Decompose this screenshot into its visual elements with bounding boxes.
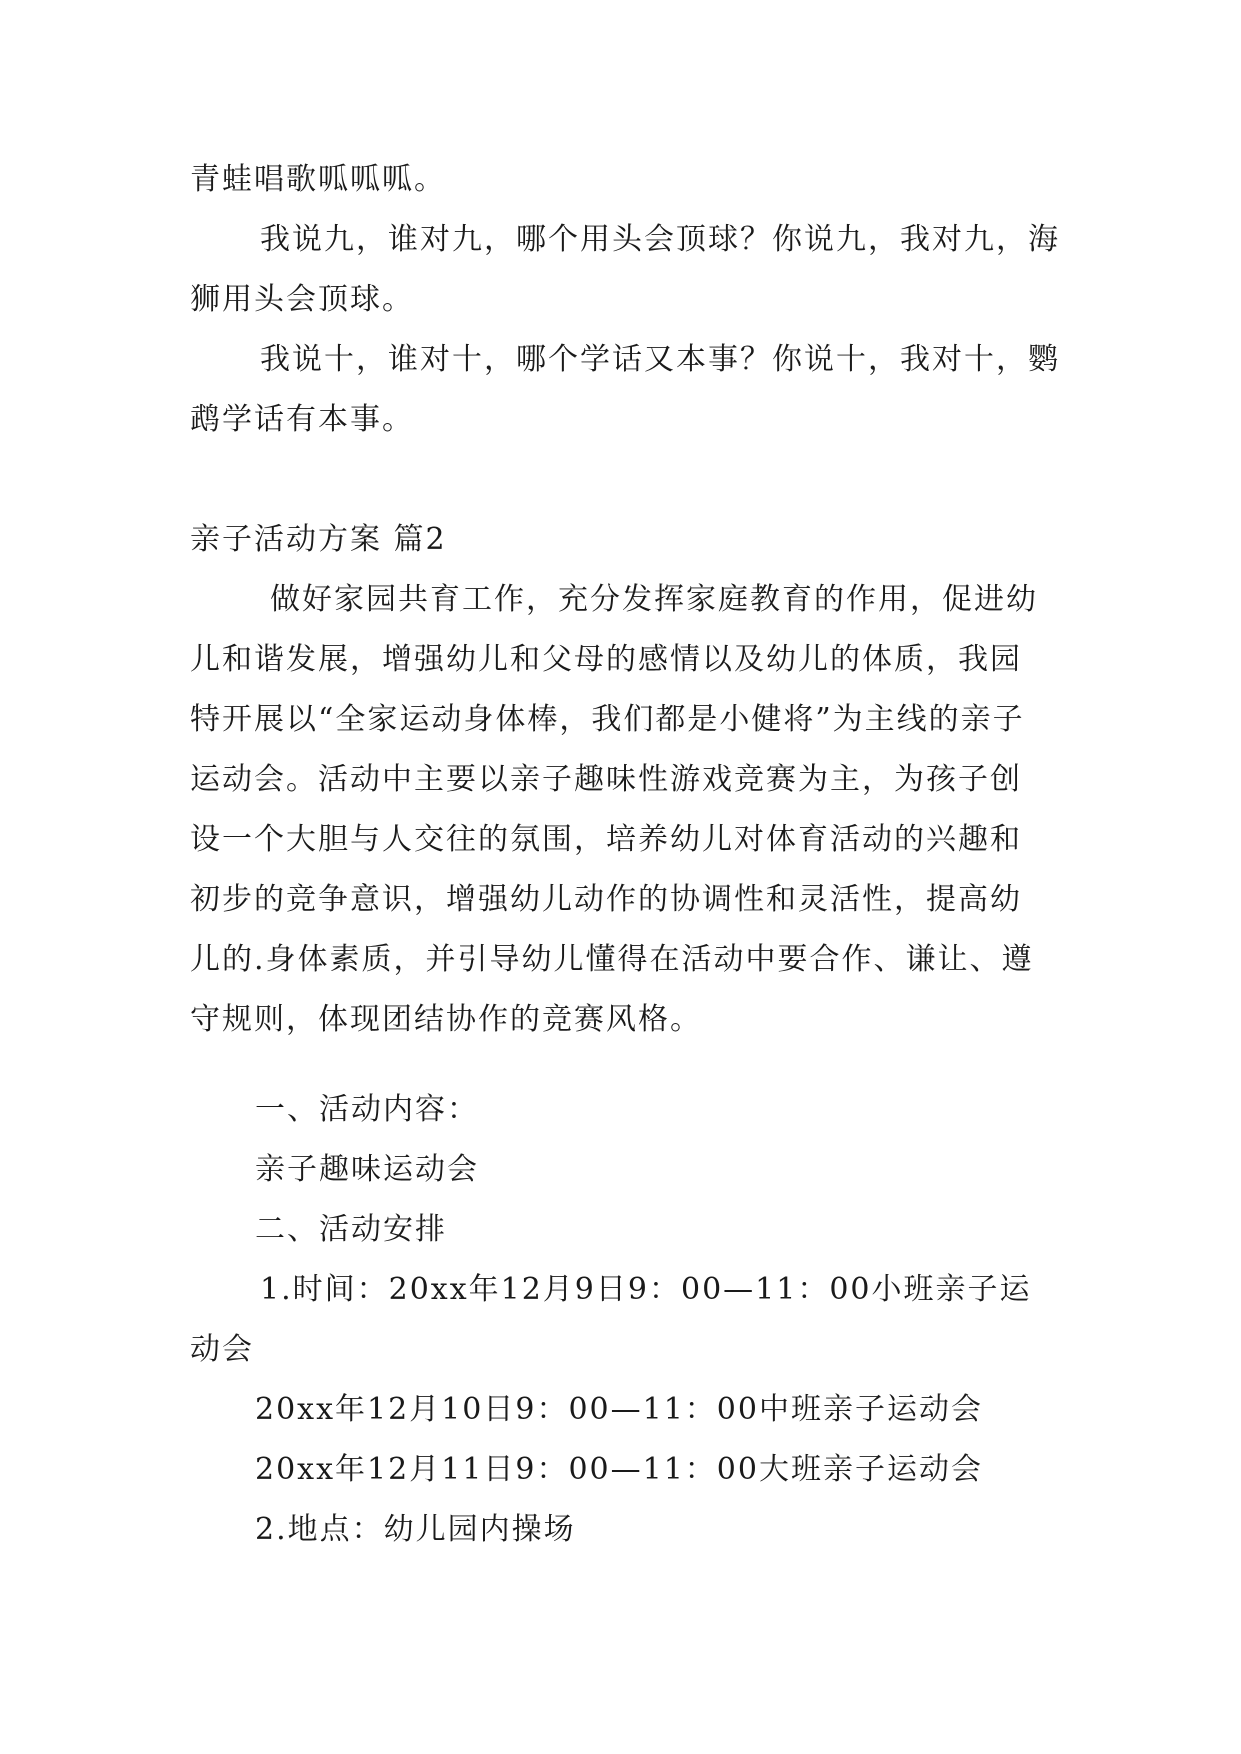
activity-content-body: 亲子趣味运动会: [255, 1152, 479, 1187]
schedule-location: 2.地点：幼儿园内操场: [255, 1512, 576, 1547]
schedule-time-small-class: 1.时间：20xx年12月9日9：00—11：00小班亲子运动会: [190, 1272, 1032, 1367]
schedule-time-middle-class: 20xx年12月10日9：00—11：00中班亲子运动会: [255, 1392, 983, 1427]
paragraph-nine: 我说九，谁对九，哪个用头会顶球？你说九，我对九，海狮用头会顶球。: [190, 222, 1060, 317]
paragraph-intro: 做好家园共育工作，充分发挥家庭教育的作用，促进幼儿和谐发展，增强幼儿和父母的感情以及幼儿的体质，我园特开展以“全家运动身体棒，我们都是小健将”为主线的亲子运动会。活动中主要以亲子趣味性游戏竞赛为主，为孩子创设一个大胆与人交往的氛围，培养幼儿对体育活动的兴趣和初步的竞争意识，增强幼儿动作的协调性和灵活性，提高幼儿的.身体素质，并引导幼儿懂得在活动中要合作、谦让、遵守规则，体现团结协作的竞赛风格。: [190, 582, 1038, 1037]
section-heading: 亲子活动方案 篇2: [190, 522, 447, 557]
schedule-time-big-class: 20xx年12月11日9：00—11：00大班亲子运动会: [255, 1452, 983, 1487]
paragraph-ten: 我说十，谁对十，哪个学话又本事？你说十，我对十，鹦鹉学话有本事。: [190, 342, 1060, 437]
subheading-activity-schedule: 二、活动安排: [255, 1212, 447, 1247]
subheading-activity-content: 一、活动内容：: [255, 1092, 479, 1127]
paragraph-frog-line: 青蛙唱歌呱呱呱。: [190, 162, 446, 197]
